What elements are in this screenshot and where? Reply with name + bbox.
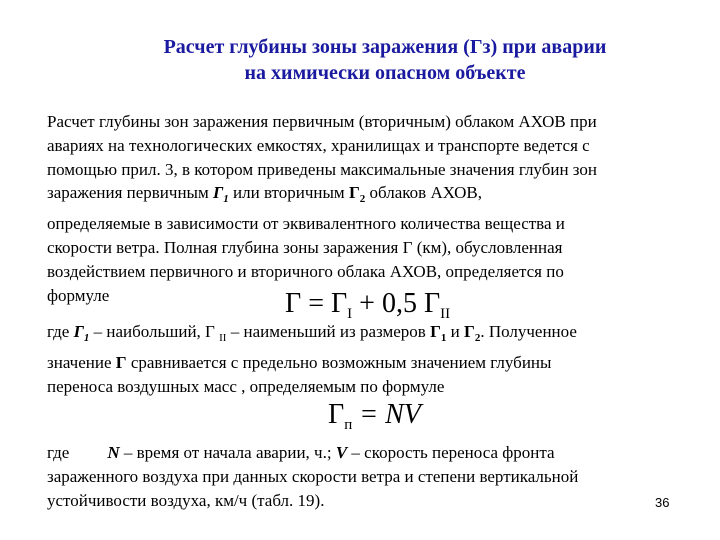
slide-title: [40, 34, 720, 86]
text-line: [47, 320, 697, 351]
formula-rhs: = NV: [352, 399, 421, 430]
symbol-g2-bold: [464, 322, 481, 344]
formula-lhs: Г: [328, 399, 345, 430]
symbol-subscript: 1: [440, 332, 447, 344]
formula-total-depth: [285, 288, 450, 323]
formula-lhs: Г: [285, 288, 302, 319]
text-line: формуле: [47, 285, 110, 305]
symbol-n: N: [107, 443, 120, 462]
text-span: – скорость переноса фронта: [347, 443, 555, 462]
formula-subscript: п: [344, 417, 353, 433]
text-line: авариях на технологических емкостях, хранилищах и транспорте ведется с: [47, 135, 590, 155]
formula-operator: + 0,5: [352, 288, 424, 319]
symbol-subscript: 2: [359, 193, 366, 206]
formula-term: Г: [330, 288, 348, 319]
text-span: и: [446, 322, 464, 341]
symbol-g1: [73, 322, 90, 344]
symbol-subscript: 1: [223, 193, 229, 206]
text-line: [47, 181, 697, 212]
symbol-g: Г: [115, 352, 127, 372]
text-span: где: [47, 443, 70, 462]
formula-subscript: II: [440, 306, 451, 322]
text-line: устойчивости воздуха, км/ч (табл. 19).: [47, 490, 325, 510]
text-span: – время от начала аварии, ч.;: [119, 443, 336, 462]
symbol-letter: Г: [212, 183, 224, 203]
formula-transfer-depth: [328, 399, 421, 434]
paragraph-definitions: [47, 441, 697, 512]
symbol-subscript: 1: [83, 332, 90, 344]
text-span: – наибольший, Г: [89, 322, 220, 341]
text-line: переноса воздушных масс , определяемым по формуле: [47, 376, 445, 396]
page-number: 36: [655, 495, 670, 510]
text-line: зараженного воздуха при данных скорости ветра и степени вертикальной: [47, 466, 579, 486]
text-span: – наименьший из размеров: [226, 322, 431, 341]
formula-subscript: I: [347, 306, 353, 322]
text-span: где: [47, 322, 74, 341]
text-line: воздействием первичного и вторичного облака АХОВ, определяется по: [47, 261, 564, 281]
symbol-letter: Г: [73, 322, 84, 341]
text-line: [47, 351, 697, 375]
symbol-g1-bold: [430, 322, 447, 344]
symbol-letter: Г: [464, 322, 475, 341]
symbol-g2: [348, 183, 366, 206]
symbol-letter: Г: [430, 322, 441, 341]
title-line-2: на химически опасном объекте: [244, 62, 526, 84]
symbol-letter: Г: [348, 183, 360, 203]
text-line: Расчет глубины зон заражения первичным (вторичным) облаком АХОВ при: [47, 112, 597, 131]
formula-equals: =: [301, 288, 331, 319]
symbol-v: V: [335, 443, 348, 462]
text-line: помощью прил. 3, в котором приведены максимальные значения глубин зон: [47, 159, 598, 179]
text-span: облаков АХОВ,: [365, 183, 482, 203]
text-span: . Полученное: [480, 322, 577, 341]
paragraph-explanation: [47, 320, 697, 398]
symbol-subscript: II: [219, 332, 227, 344]
text-span: сравнивается с предельно возможным значением глубины: [126, 352, 552, 372]
symbol-g1: [212, 183, 229, 206]
paragraph-intro: [47, 110, 697, 307]
text-line: скорости ветра. Полная глубина зоны заражения Г (км), обусловленная: [47, 237, 563, 257]
title-line-1: Расчет глубины зоны заражения (Гз) при аварии: [163, 36, 607, 58]
text-span: значение: [47, 352, 116, 372]
text-line: [47, 441, 697, 465]
text-line: определяемые в зависимости от эквивалентного количества вещества и: [47, 214, 565, 234]
text-span: или вторичным: [228, 183, 349, 203]
symbol-subscript: 2: [474, 332, 481, 344]
formula-term: Г: [423, 288, 441, 319]
text-span: заражения первичным: [47, 183, 213, 203]
